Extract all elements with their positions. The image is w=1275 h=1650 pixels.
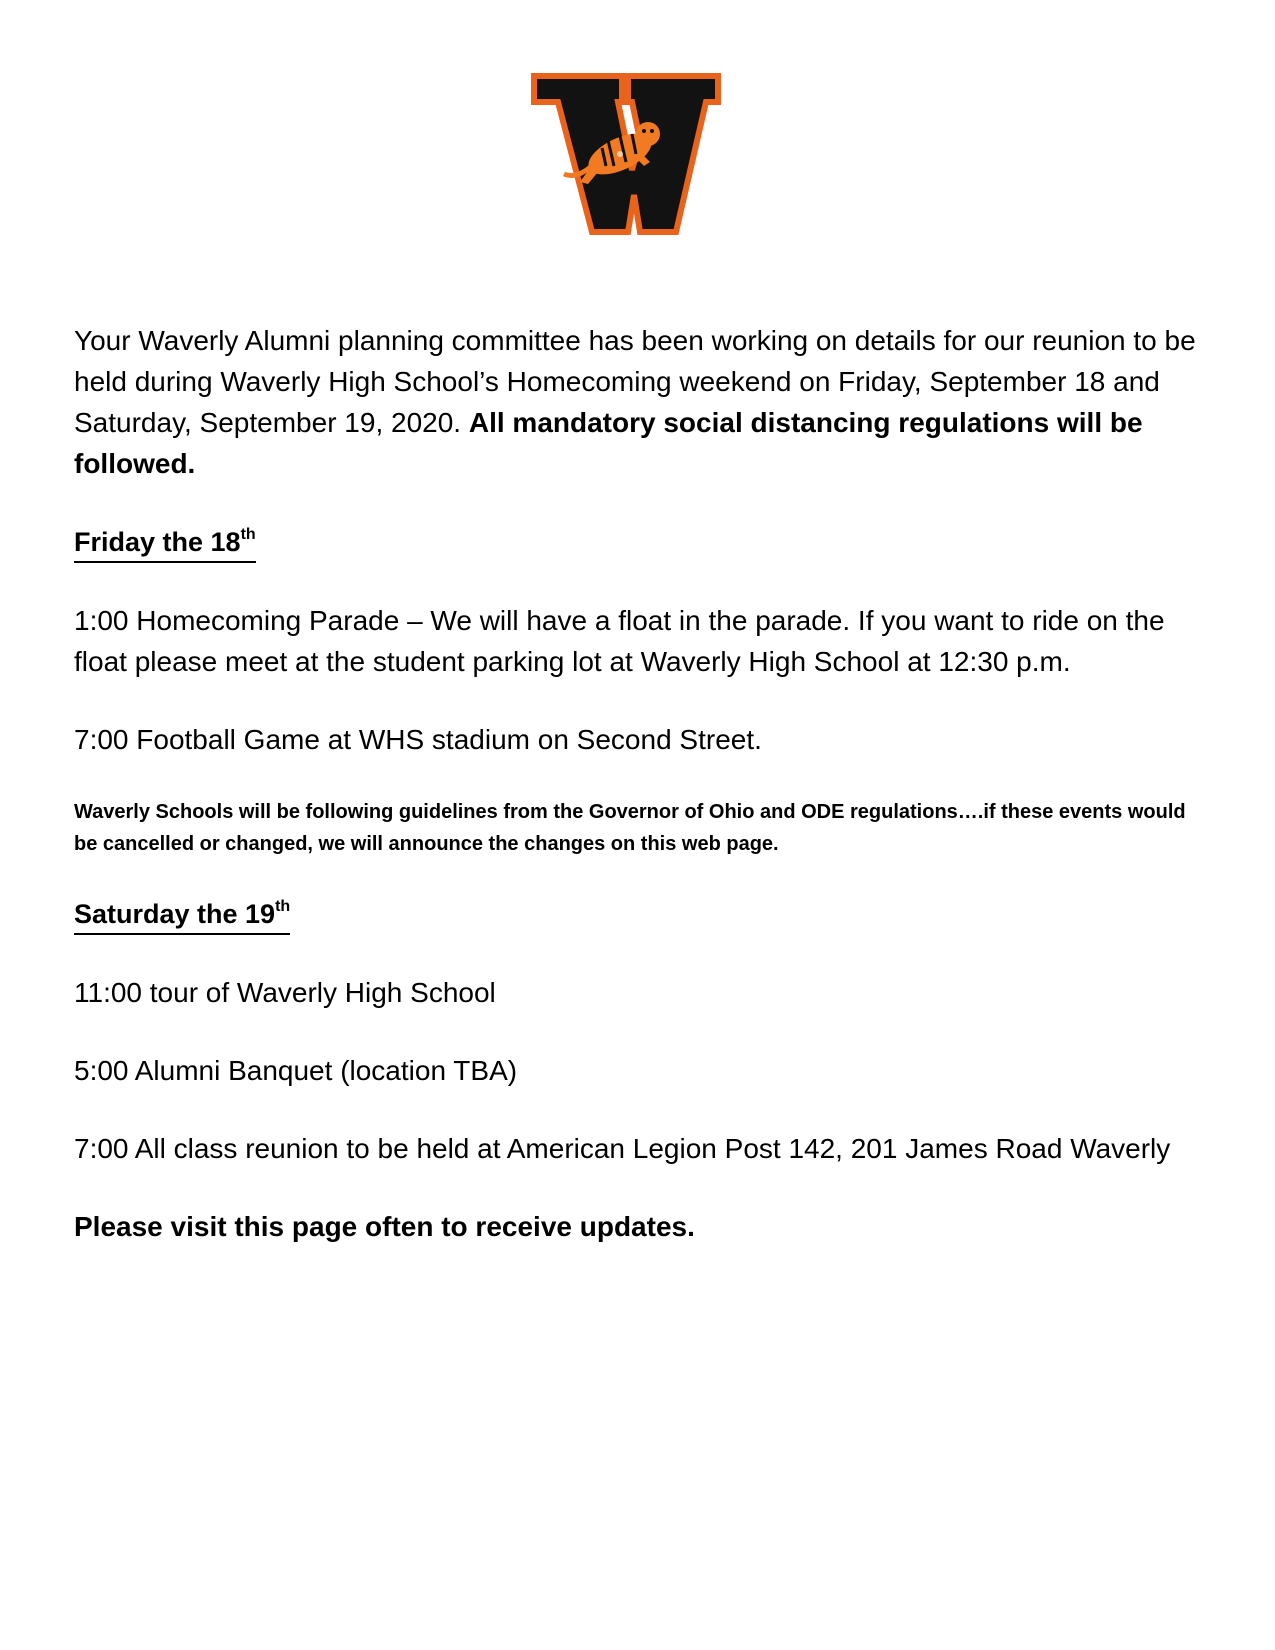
saturday-heading	[74, 896, 290, 935]
friday-note: Waverly Schools will be following guidelines from the Governor of Ohio and ODE regulations….if these events would be cancelled or changed, we will announce the changes on this web page.	[74, 801, 1186, 855]
saturday-heading-sup: th	[275, 898, 291, 915]
document-body	[74, 320, 1204, 1247]
saturday-event-reunion: 7:00 All class reunion to be held at American Legion Post 142, 201 James Road Waverly	[74, 1133, 1171, 1164]
friday-heading-sup: th	[240, 526, 256, 543]
intro-text: Your Waverly Alumni planning committee has been working on details for our reunion to be held during Waverly High School’s Homecoming weekend on Friday, September 18 and Saturday, September 19, 2020.	[74, 325, 1196, 438]
closing-text: Please visit this page often to receive updates.	[74, 1211, 695, 1242]
saturday-event-tour: 11:00 tour of Waverly High School	[74, 977, 496, 1008]
intro-bold-text: All mandatory social distancing regulations will be followed.	[74, 407, 1143, 479]
waverly-w-tiger-logo	[528, 70, 748, 240]
intro-paragraph	[74, 320, 1204, 484]
saturday-heading-text: Saturday the 19	[74, 899, 276, 929]
friday-event-football: 7:00 Football Game at WHS stadium on Second Street.	[74, 724, 762, 755]
friday-event-parade: 1:00 Homecoming Parade – We will have a float in the parade. If you want to ride on the float please meet at the student parking lot at Waverly High School at 12:30 p.m.	[74, 605, 1165, 677]
saturday-event-banquet: 5:00 Alumni Banquet (location TBA)	[74, 1055, 518, 1086]
friday-heading	[74, 524, 256, 563]
friday-heading-text: Friday the 18	[74, 527, 241, 557]
